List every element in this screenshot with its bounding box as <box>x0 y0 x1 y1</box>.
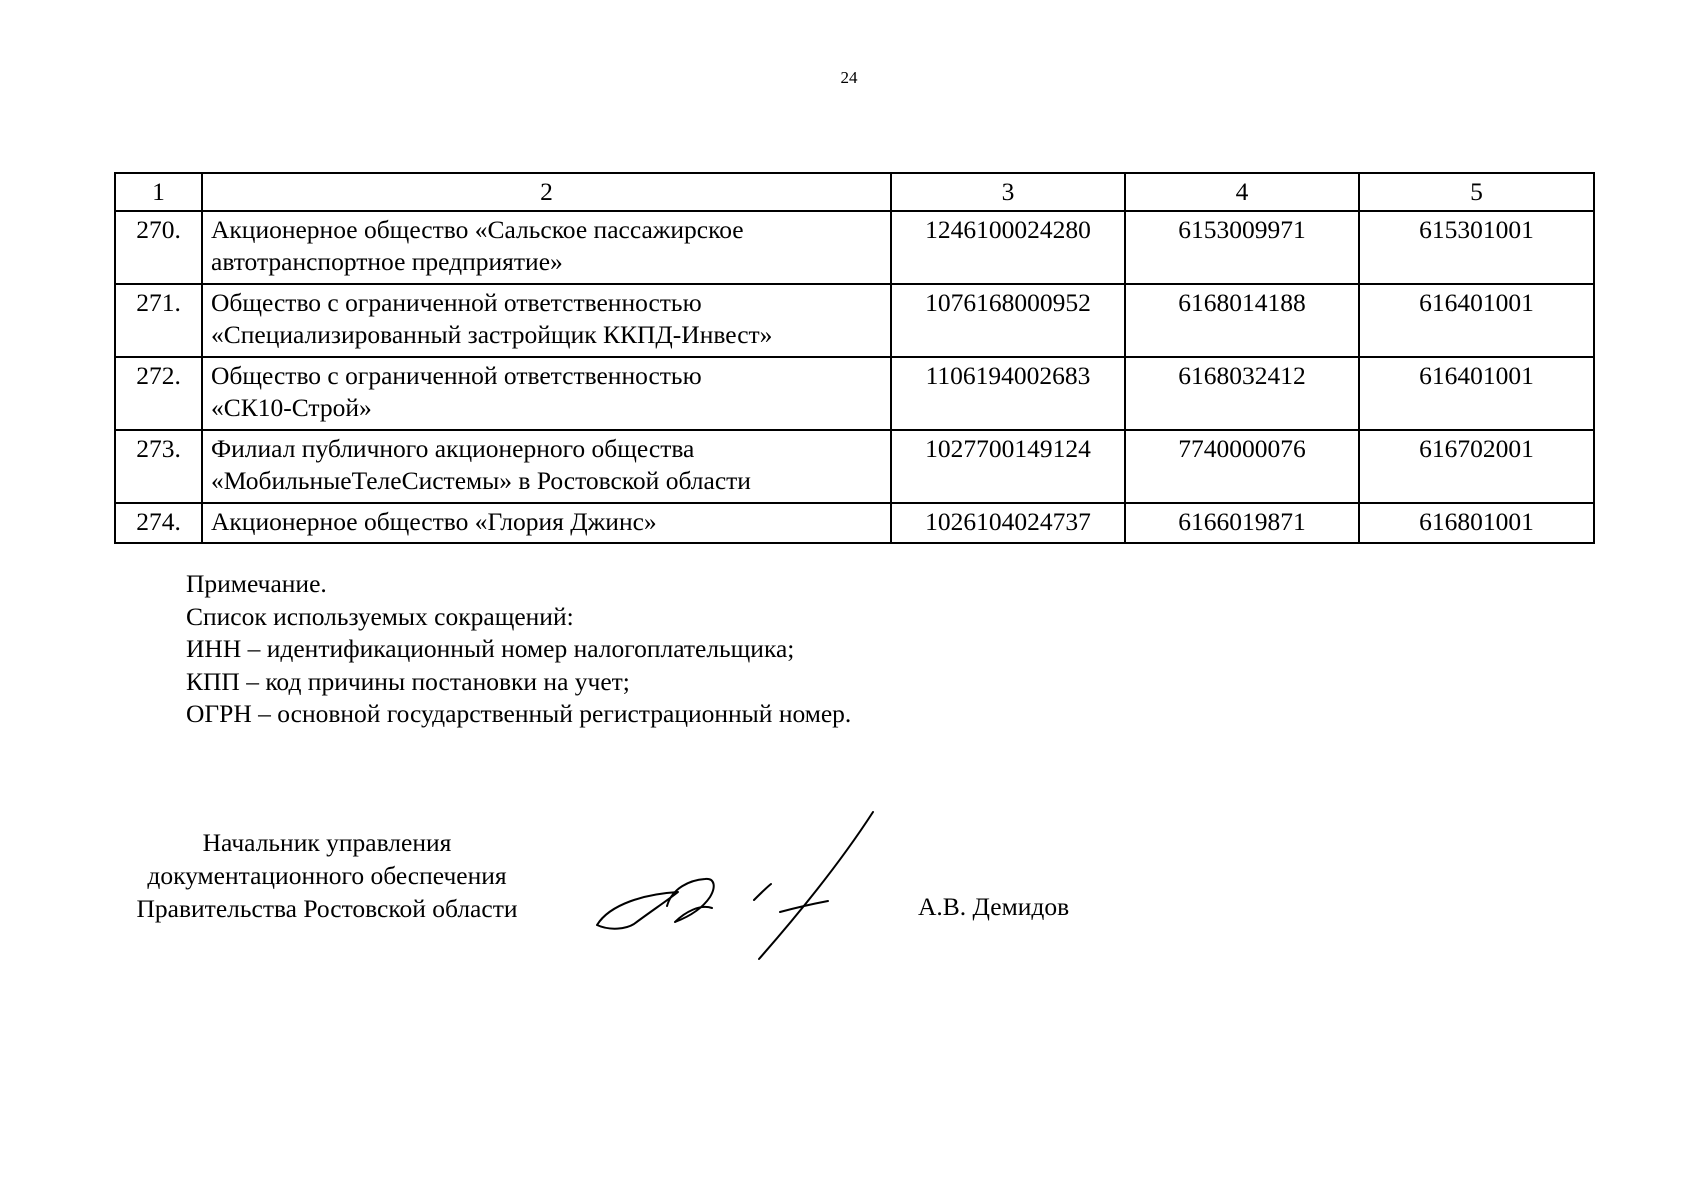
table-header-row <box>115 173 1594 211</box>
abbreviation-item: ОГРН – основной государственный регистрационный номер. <box>186 699 852 728</box>
organization-name-line: автотранспортное предприятие» <box>211 247 563 276</box>
signer-position-line: Начальник управления <box>202 828 452 857</box>
kpp-cell: 616702001 <box>1359 430 1594 503</box>
table-row <box>115 284 1594 357</box>
note-title: Примечание. <box>186 569 327 598</box>
organization-name-line: Общество с ограниченной ответственностью <box>211 361 702 390</box>
ogrn-cell: 1106194002683 <box>891 357 1125 430</box>
ogrn-cell: 1026104024737 <box>891 503 1125 543</box>
ogrn-cell: 1246100024280 <box>891 211 1125 284</box>
organization-name <box>202 503 891 543</box>
table-row <box>115 503 1594 543</box>
ogrn-cell: 1027700149124 <box>891 430 1125 503</box>
ogrn-cell: 1076168000952 <box>891 284 1125 357</box>
row-number: 272. <box>115 357 202 430</box>
organization-name-line: «МобильныеТелеСистемы» в Ростовской области <box>211 466 751 495</box>
row-number: 274. <box>115 503 202 543</box>
organization-name <box>202 284 891 357</box>
handwritten-signature <box>590 808 890 968</box>
column-header-name: 2 <box>202 173 891 211</box>
abbreviation-item: КПП – код причины постановки на учет; <box>186 666 630 696</box>
row-number: 271. <box>115 284 202 357</box>
signer-position <box>110 826 544 925</box>
organization-name <box>202 430 891 503</box>
table-row <box>115 357 1594 430</box>
abbreviation-item: ИНН – идентификационный номер налогоплательщика; <box>186 634 795 663</box>
column-header-ogrn: 3 <box>891 173 1125 211</box>
signer-position-line: Правительства Ростовской области <box>136 894 518 923</box>
organization-name-line: Общество с ограниченной ответственностью <box>211 288 702 317</box>
organization-name <box>202 211 891 284</box>
inn-cell: 6168032412 <box>1125 357 1359 430</box>
column-header-kpp: 5 <box>1359 173 1594 211</box>
organization-name <box>202 357 891 430</box>
abbreviations-note <box>186 568 851 731</box>
organization-name-line: Акционерное общество «Сальское пассажирское <box>211 215 744 244</box>
kpp-cell: 616801001 <box>1359 503 1594 543</box>
kpp-cell: 616401001 <box>1359 284 1594 357</box>
row-number: 273. <box>115 430 202 503</box>
inn-cell: 7740000076 <box>1125 430 1359 503</box>
column-header-inn: 4 <box>1125 173 1359 211</box>
signer-position-line: документационного обеспечения <box>147 861 507 890</box>
note-subtitle: Список используемых сокращений: <box>186 601 574 631</box>
kpp-cell: 616401001 <box>1359 357 1594 430</box>
column-header-number: 1 <box>115 173 202 211</box>
row-number: 270. <box>115 211 202 284</box>
inn-cell: 6168014188 <box>1125 284 1359 357</box>
organization-name-line: «СК10-Строй» <box>211 393 372 422</box>
inn-cell: 6166019871 <box>1125 503 1359 543</box>
table-row <box>115 430 1594 503</box>
table-row <box>115 211 1594 284</box>
page-number: 24 <box>840 68 858 87</box>
kpp-cell: 615301001 <box>1359 211 1594 284</box>
organization-name-line: Акционерное общество «Глория Джинс» <box>211 507 657 536</box>
signer-name: А.В. Демидов <box>918 892 1070 921</box>
inn-cell: 6153009971 <box>1125 211 1359 284</box>
organization-name-line: «Специализированный застройщик ККПД-Инвест» <box>211 320 773 349</box>
registry-table <box>114 172 1595 544</box>
organization-name-line: Филиал публичного акционерного общества <box>211 434 695 463</box>
